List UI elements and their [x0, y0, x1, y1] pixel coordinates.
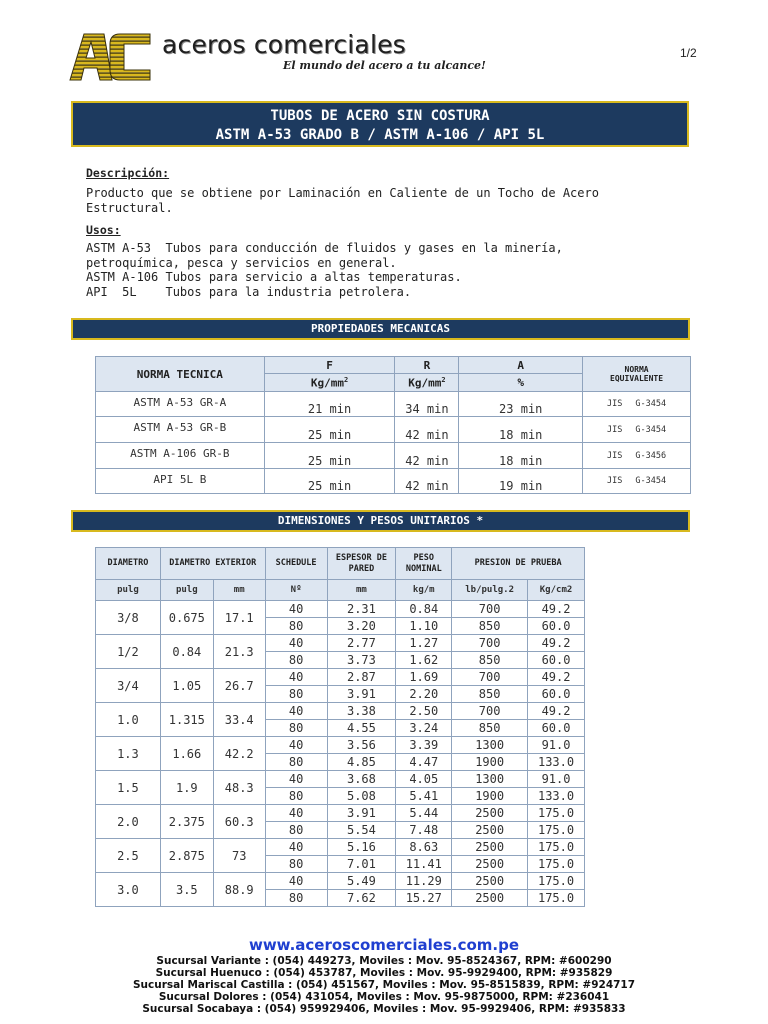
- diametro-cell: 1.3: [96, 737, 161, 771]
- peso-cell: 5.44: [396, 805, 452, 822]
- header-a: A: [459, 357, 583, 374]
- title-line-1: TUBOS DE ACERO SIN COSTURA: [270, 108, 490, 124]
- presion-lb-cell: 2500: [452, 805, 528, 822]
- header-r-unit: $Kg/mm^2$: [395, 374, 459, 392]
- espesor-cell: 7.01: [327, 856, 396, 873]
- mechanical-table: [95, 356, 691, 494]
- presion-kg-cell: 133.0: [528, 788, 585, 805]
- schedule-cell: 80: [265, 856, 327, 873]
- header-norma: NORMA TECNICA: [96, 357, 265, 392]
- peso-cell: 8.63: [396, 839, 452, 856]
- uses-line: ASTM A-106 Tubos para servicio a altas temperaturas.: [86, 270, 462, 284]
- branch-line: Sucursal Dolores : (054) 431054, Moviles : Mov. 95-9875000, RPM: #236041: [158, 991, 610, 1003]
- espesor-cell: 2.87: [327, 669, 396, 686]
- presion-kg-cell: 133.0: [528, 754, 585, 771]
- espesor-cell: 5.54: [327, 822, 396, 839]
- header-schedule: SCHEDULE: [265, 548, 327, 580]
- table-row: [96, 469, 691, 494]
- peso-cell: 3.39: [396, 737, 452, 754]
- schedule-cell: 80: [265, 754, 327, 771]
- diametro-cell: 2.0: [96, 805, 161, 839]
- od-mm-cell: 48.3: [213, 771, 265, 805]
- peso-cell: 1.62: [396, 652, 452, 669]
- od-pulg-cell: 1.9: [160, 771, 213, 805]
- od-pulg-cell: 0.675: [160, 601, 213, 635]
- description-text: Producto que se obtiene por Laminación en Caliente de un Tocho de Acero Estructural.: [86, 186, 599, 215]
- peso-cell: 2.20: [396, 686, 452, 703]
- r-cell: 42 min: [395, 443, 459, 469]
- od-mm-cell: 17.1: [213, 601, 265, 635]
- schedule-cell: 80: [265, 652, 327, 669]
- od-pulg-cell: 1.05: [160, 669, 213, 703]
- diametro-cell: 1/2: [96, 635, 161, 669]
- od-mm-cell: 88.9: [213, 873, 265, 907]
- uses-label: Usos:: [86, 223, 121, 237]
- presion-kg-cell: 91.0: [528, 737, 585, 754]
- espesor-cell: 3.56: [327, 737, 396, 754]
- espesor-cell: 5.08: [327, 788, 396, 805]
- presion-kg-cell: 49.2: [528, 703, 585, 720]
- branch-line: Sucursal Huenuco : (054) 453787, Moviles : Mov. 95-9929400, RPM: #935829: [155, 967, 613, 979]
- presion-lb-cell: 1300: [452, 771, 528, 788]
- website-url[interactable]: www.aceroscomerciales.com.pe: [248, 936, 520, 954]
- mechanical-section-title: PROPIEDADES MECANICAS: [71, 318, 690, 340]
- espesor-cell: 3.38: [327, 703, 396, 720]
- a-cell: 19 min: [459, 469, 583, 494]
- peso-cell: 7.48: [396, 822, 452, 839]
- espesor-cell: 4.55: [327, 720, 396, 737]
- f-cell: 21 min: [264, 392, 395, 417]
- equiv-cell: JIS G-3456: [583, 443, 691, 469]
- schedule-cell: 40: [265, 703, 327, 720]
- table-row: [96, 873, 585, 890]
- brand-name: aceros comerciales: [162, 30, 406, 59]
- peso-cell: 5.41: [396, 788, 452, 805]
- diametro-cell: 3/8: [96, 601, 161, 635]
- r-cell: 42 min: [395, 469, 459, 494]
- uses-list: [86, 241, 563, 299]
- branch-line: Sucursal Variante : (054) 449273, Moviles : Mov. 95-8524367, RPM: #600290: [156, 955, 612, 967]
- header-equivalent-line2: EQUIVALENTE: [610, 374, 664, 383]
- brand-tagline: El mundo del acero a tu alcance!: [283, 59, 486, 72]
- schedule-cell: 40: [265, 805, 327, 822]
- header-r: R: [395, 357, 459, 374]
- table-row: [96, 703, 585, 720]
- presion-lb-cell: 850: [452, 618, 528, 635]
- presion-kg-cell: 60.0: [528, 618, 585, 635]
- equiv-cell: JIS G-3454: [583, 469, 691, 494]
- presion-kg-cell: 175.0: [528, 839, 585, 856]
- norma-cell: ASTM A-53 GR-B: [96, 417, 265, 443]
- od-mm-cell: 73: [213, 839, 265, 873]
- header-diametro: DIAMETRO: [96, 548, 161, 580]
- unit-pulg: pulg: [96, 580, 161, 601]
- header-diametro-exterior: DIAMETRO EXTERIOR: [160, 548, 265, 580]
- unit-schedule-no: Nº: [265, 580, 327, 601]
- schedule-cell: 80: [265, 686, 327, 703]
- espesor-cell: 2.77: [327, 635, 396, 652]
- schedule-cell: 80: [265, 822, 327, 839]
- peso-cell: 3.24: [396, 720, 452, 737]
- espesor-cell: 3.73: [327, 652, 396, 669]
- od-pulg-cell: 2.375: [160, 805, 213, 839]
- presion-kg-cell: 60.0: [528, 686, 585, 703]
- diametro-cell: 2.5: [96, 839, 161, 873]
- unit-presion-kg: Kg/cm2: [528, 580, 585, 601]
- branch-line: Sucursal Socabaya : (054) 959929406, Moviles : Mov. 95-9929406, RPM: #935833: [142, 1003, 626, 1015]
- table-row: [96, 601, 585, 618]
- presion-lb-cell: 850: [452, 686, 528, 703]
- unit-od-pulg: pulg: [160, 580, 213, 601]
- table-row: [96, 669, 585, 686]
- table-row: [96, 635, 585, 652]
- table-row: [96, 805, 585, 822]
- presion-kg-cell: 175.0: [528, 856, 585, 873]
- od-mm-cell: 21.3: [213, 635, 265, 669]
- peso-cell: 11.29: [396, 873, 452, 890]
- header-equivalent-line1: NORMA: [624, 365, 649, 374]
- espesor-cell: 5.49: [327, 873, 396, 890]
- peso-cell: 15.27: [396, 890, 452, 907]
- peso-cell: 4.47: [396, 754, 452, 771]
- header-equivalent: [583, 357, 691, 392]
- presion-lb-cell: 2500: [452, 856, 528, 873]
- table-row: [96, 839, 585, 856]
- presion-lb-cell: 1900: [452, 788, 528, 805]
- presion-kg-cell: 175.0: [528, 822, 585, 839]
- presion-lb-cell: 850: [452, 720, 528, 737]
- page-number: 1/2: [680, 46, 697, 60]
- a-cell: 18 min: [459, 443, 583, 469]
- header-presion: PRESION DE PRUEBA: [452, 548, 585, 580]
- od-pulg-cell: 0.84: [160, 635, 213, 669]
- presion-kg-cell: 60.0: [528, 720, 585, 737]
- table-row: [96, 771, 585, 788]
- uses-line: petroquímica, pesca y servicios en general.: [86, 255, 397, 270]
- f-cell: 25 min: [264, 443, 395, 469]
- unit-espesor-mm: mm: [327, 580, 396, 601]
- header-peso: PESO NOMINAL: [396, 548, 452, 580]
- table-row: [96, 417, 691, 443]
- unit-presion-lb: lb/pulg.2: [452, 580, 528, 601]
- od-pulg-cell: 2.875: [160, 839, 213, 873]
- a-cell: 23 min: [459, 392, 583, 417]
- schedule-cell: 40: [265, 771, 327, 788]
- header-espesor: ESPESOR DE PARED: [327, 548, 396, 580]
- dimensions-body: [96, 601, 585, 907]
- schedule-cell: 40: [265, 635, 327, 652]
- presion-lb-cell: 700: [452, 669, 528, 686]
- company-logo: [68, 30, 152, 82]
- schedule-cell: 40: [265, 873, 327, 890]
- norma-cell: API 5L B: [96, 469, 265, 494]
- od-pulg-cell: 3.5: [160, 873, 213, 907]
- espesor-cell: 3.68: [327, 771, 396, 788]
- presion-kg-cell: 49.2: [528, 669, 585, 686]
- peso-cell: 2.50: [396, 703, 452, 720]
- espesor-cell: 2.31: [327, 601, 396, 618]
- header-a-unit: %: [459, 374, 583, 392]
- od-mm-cell: 33.4: [213, 703, 265, 737]
- od-pulg-cell: 1.66: [160, 737, 213, 771]
- peso-cell: 1.69: [396, 669, 452, 686]
- schedule-cell: 80: [265, 890, 327, 907]
- presion-kg-cell: 175.0: [528, 805, 585, 822]
- espesor-cell: 3.20: [327, 618, 396, 635]
- title-line-2: ASTM A-53 GRADO B / ASTM A-106 / API 5L: [215, 127, 545, 143]
- od-pulg-cell: 1.315: [160, 703, 213, 737]
- peso-cell: 1.10: [396, 618, 452, 635]
- presion-lb-cell: 700: [452, 703, 528, 720]
- dimensions-table: [95, 547, 585, 907]
- presion-lb-cell: 2500: [452, 890, 528, 907]
- espesor-cell: 4.85: [327, 754, 396, 771]
- od-mm-cell: 26.7: [213, 669, 265, 703]
- diametro-cell: 1.5: [96, 771, 161, 805]
- document-title: [71, 101, 689, 147]
- unit-od-mm: mm: [213, 580, 265, 601]
- header-f-unit: $Kg/mm^2$: [264, 374, 395, 392]
- presion-lb-cell: 2500: [452, 839, 528, 856]
- od-mm-cell: 60.3: [213, 805, 265, 839]
- presion-lb-cell: 850: [452, 652, 528, 669]
- espesor-cell: 3.91: [327, 686, 396, 703]
- presion-lb-cell: 700: [452, 601, 528, 618]
- unit-peso-kgm: kg/m: [396, 580, 452, 601]
- presion-lb-cell: 2500: [452, 873, 528, 890]
- table-row: [96, 737, 585, 754]
- schedule-cell: 80: [265, 720, 327, 737]
- peso-cell: 1.27: [396, 635, 452, 652]
- r-cell: 42 min: [395, 417, 459, 443]
- presion-kg-cell: 60.0: [528, 652, 585, 669]
- espesor-cell: 3.91: [327, 805, 396, 822]
- header-f: F: [264, 357, 395, 374]
- r-cell: 34 min: [395, 392, 459, 417]
- table-row: [96, 392, 691, 417]
- peso-cell: 0.84: [396, 601, 452, 618]
- dimensions-section-title: DIMENSIONES Y PESOS UNITARIOS *: [71, 510, 690, 532]
- uses-line: ASTM A-53 Tubos para conducción de fluidos y gases en la minería,: [86, 241, 563, 255]
- peso-cell: 11.41: [396, 856, 452, 873]
- schedule-cell: 80: [265, 788, 327, 805]
- espesor-cell: 7.62: [327, 890, 396, 907]
- f-cell: 25 min: [264, 417, 395, 443]
- f-cell: 25 min: [264, 469, 395, 494]
- od-mm-cell: 42.2: [213, 737, 265, 771]
- schedule-cell: 40: [265, 669, 327, 686]
- equiv-cell: JIS G-3454: [583, 392, 691, 417]
- presion-lb-cell: 1900: [452, 754, 528, 771]
- schedule-cell: 40: [265, 601, 327, 618]
- schedule-cell: 40: [265, 839, 327, 856]
- schedule-cell: 80: [265, 618, 327, 635]
- uses-line: API 5L Tubos para la industria petrolera.: [86, 284, 412, 299]
- presion-kg-cell: 49.2: [528, 601, 585, 618]
- equiv-cell: JIS G-3454: [583, 417, 691, 443]
- branch-line: Sucursal Mariscal Castilla : (054) 451567, Moviles : Mov. 95-8515839, RPM: #924717: [132, 979, 636, 991]
- presion-lb-cell: 700: [452, 635, 528, 652]
- espesor-cell: 5.16: [327, 839, 396, 856]
- description-label: Descripción:: [86, 166, 170, 180]
- table-row: [96, 443, 691, 469]
- presion-kg-cell: 175.0: [528, 890, 585, 907]
- schedule-cell: 40: [265, 737, 327, 754]
- peso-cell: 4.05: [396, 771, 452, 788]
- norma-cell: ASTM A-106 GR-B: [96, 443, 265, 469]
- branch-list: [0, 955, 768, 1015]
- presion-lb-cell: 2500: [452, 822, 528, 839]
- a-cell: 18 min: [459, 417, 583, 443]
- presion-kg-cell: 49.2: [528, 635, 585, 652]
- diametro-cell: 1.0: [96, 703, 161, 737]
- diametro-cell: 3/4: [96, 669, 161, 703]
- presion-kg-cell: 91.0: [528, 771, 585, 788]
- norma-cell: ASTM A-53 GR-A: [96, 392, 265, 417]
- diametro-cell: 3.0: [96, 873, 161, 907]
- presion-lb-cell: 1300: [452, 737, 528, 754]
- presion-kg-cell: 175.0: [528, 873, 585, 890]
